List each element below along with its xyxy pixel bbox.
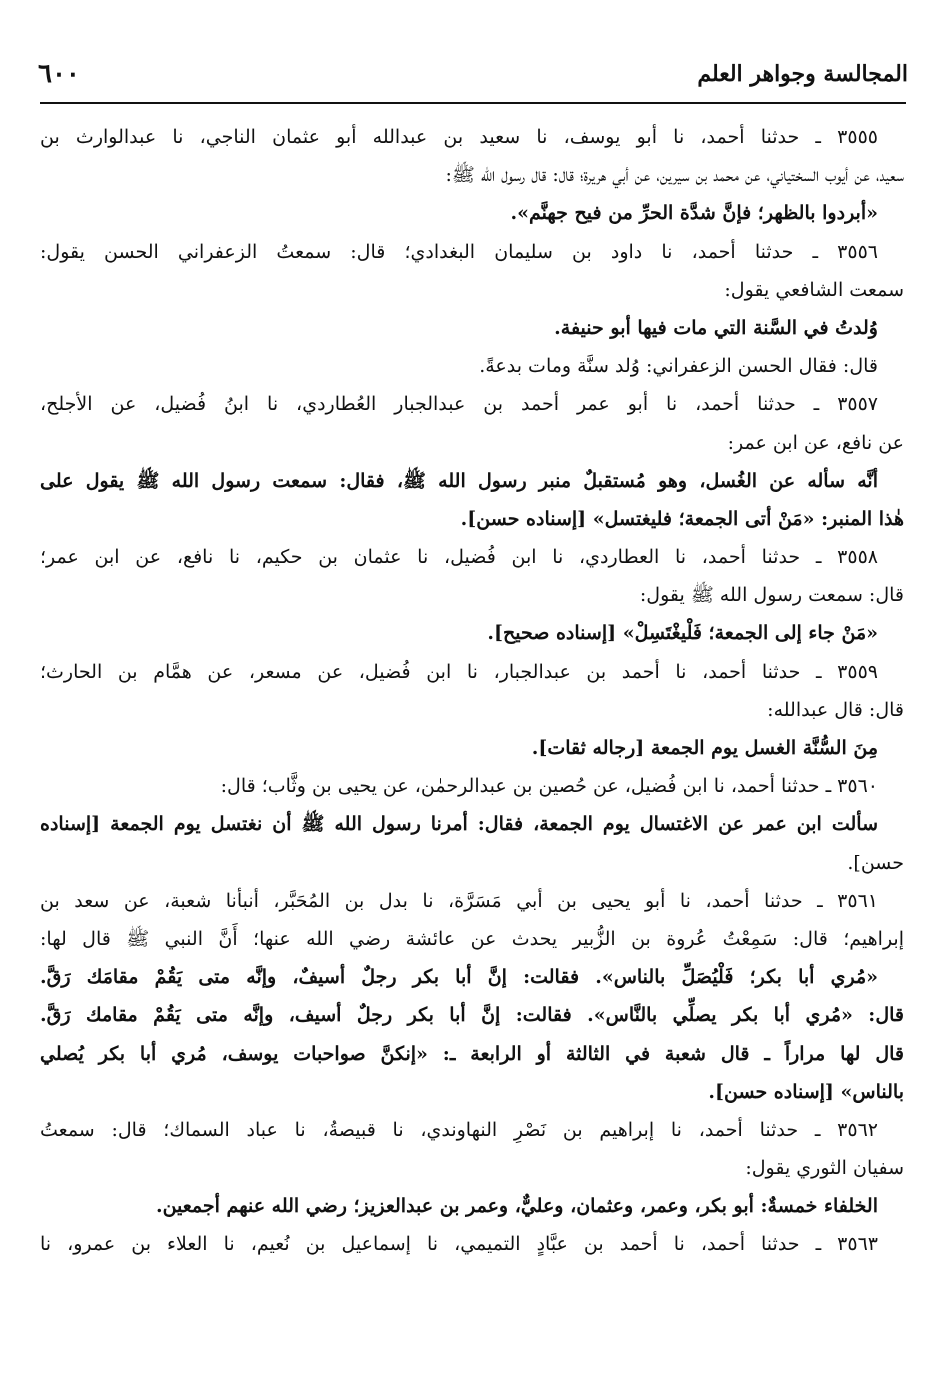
text-line: إبراهيم؛ قال: سَمِعْتُ عُروة بن الزُّبير يحدث عن عائشة رضي الله عنها؛ أَنَّ النبي ﷺ قال لها: <box>40 927 904 950</box>
text-line: ٣٥٦١ ـ حدثنا أحمد، نا أبو يحيى بن أبي مَسَرَّة، نا بدل بن المُحَبَّر، أنبأنا شعبة، عن سعد بن <box>40 889 878 912</box>
text-line: ٣٥٦٠ ـ حدثنا أحمد، نا ابن فُضيل، عن حُصين بن عبدالرحمٰن، عن يحيى بن وثَّاب؛ قال: <box>220 775 878 798</box>
text-line: ٣٥٥٦ ـ حدثنا أحمد، نا داود بن سليمان البغدادي؛ قال: سمعتُ الزعفراني الحسن يقول: <box>40 240 878 263</box>
page-header <box>38 52 908 96</box>
text-line: الخلفاء خمسةٌ: أبو بكر، وعمر، وعثمان، وعليٌّ، وعمر بن عبدالعزيز؛ رضي الله عنهم أجمعين. <box>155 1195 878 1218</box>
text-line: عن نافع، عن ابن عمر: <box>727 431 904 454</box>
text-line: سعيد، عن أيوب السختياني، عن محمد بن سيرين، عن أبي هريرة؛ قال: قال رسول الله ﷺ: <box>445 164 904 187</box>
text-line: ٣٥٦٣ ـ حدثنا أحمد، نا أحمد بن عبَّادٍ التميمي، نا إسماعيل بن نُعيم، نا العلاء بن عمرو، نا <box>40 1233 878 1256</box>
text-line: «مُري أبا بكر؛ فَلْيُصَلِّ بالناس». فقالت: إنَّ أبا بكر رجلٌ أسيفٌ، وإنَّه متى يَقُمْ مقامَك رَقَّ. <box>40 966 878 989</box>
text-line: قال: «مُري أبا بكر يصلِّي بالنَّاس». فقالت: إنَّ أبا بكر رجلٌ أسيف، وإنَّه متى يَقُمْ مقامك رَقَّ. <box>40 1004 904 1027</box>
text-line: قال: سمعت رسول الله ﷺ يقول: <box>639 584 904 607</box>
text-line: «أبردوا بالظهر؛ فإنَّ شدَّة الحرِّ من فيح جهنَّم». <box>510 202 878 225</box>
text-line: قال لها مراراً ـ قال شعبة في الثالثة أو الرابعة ـ: «إنكنَّ صواحبات يوسف، مُري أبا بكر يُصلي <box>40 1042 904 1065</box>
text-line: قال: قال عبدالله: <box>767 698 904 721</box>
text-line: ٣٥٥٥ ـ حدثنا أحمد، نا أبو يوسف، نا سعيد بن عبدالله أبو عثمان الناجي، نا عبدالوارث بن <box>40 126 878 148</box>
text-line: مِنَ السُّنَّة الغسل يوم الجمعة [رجاله ثقات]. <box>531 737 878 759</box>
header-rule <box>40 102 906 104</box>
text-line: «مَنْ جاء إلى الجمعة؛ فَلْيغْتَسِلْ» [إسناده صحيح]. <box>487 622 878 645</box>
page-number: ٦٠٠ <box>38 59 80 89</box>
text-line: سمعت الشافعي يقول: <box>724 278 904 301</box>
text-line: ٣٥٥٩ ـ حدثنا أحمد، نا أحمد بن عبدالجبار، نا ابن فُضيل، عن مسعر، عن همَّام بن الحارث؛ <box>40 660 878 683</box>
text-line: قال: فقال الحسن الزعفراني: وُلد سنَّة ومات بدعةً. <box>479 355 878 378</box>
text-line: حسن]. <box>847 851 904 874</box>
page-body <box>40 118 904 1264</box>
text-line: ٣٥٥٨ ـ حدثنا أحمد، نا العطاردي، نا ابن فُضيل، نا عثمان بن حكيم، نا نافع، عن ابن عمر؛ <box>40 546 878 569</box>
text-line: ٣٥٦٢ ـ حدثنا أحمد، نا إبراهيم بن نَصْرِ النهاوندي، نا قبيصةُ، نا عباد السماك؛ قال: سمعتُ <box>40 1118 878 1141</box>
book-title: المجالسة وجواهر العلم <box>697 61 908 87</box>
text-line: سألت ابن عمر عن الاغتسال يوم الجمعة، فقال: أمرنا رسول الله ﷺ أن نغتسل يوم الجمعة [إسناده <box>40 813 878 836</box>
text-line: سفيان الثوري يقول: <box>745 1157 904 1180</box>
text-line: بالناس» [إسناده حسن]. <box>708 1080 904 1103</box>
text-line: وُلدتُ في السَّنة التي مات فيها أبو حنيفة. <box>554 316 878 339</box>
text-line: ٣٥٥٧ ـ حدثنا أحمد، نا أبو عمر أحمد بن عبدالجبار العُطاردي، نا ابنُ فُضيل، عن الأجلح، <box>40 393 879 416</box>
text-line: هٰذا المنبر: «مَنْ أتى الجمعة؛ فليغتسل» [إسناده حسن]. <box>460 507 904 530</box>
text-line: أنَّه سأله عن الغُسل، وهو مُستقبلٌ منبر رسول الله ﷺ، فقال: سمعت رسول الله ﷺ يقول على <box>40 469 878 492</box>
